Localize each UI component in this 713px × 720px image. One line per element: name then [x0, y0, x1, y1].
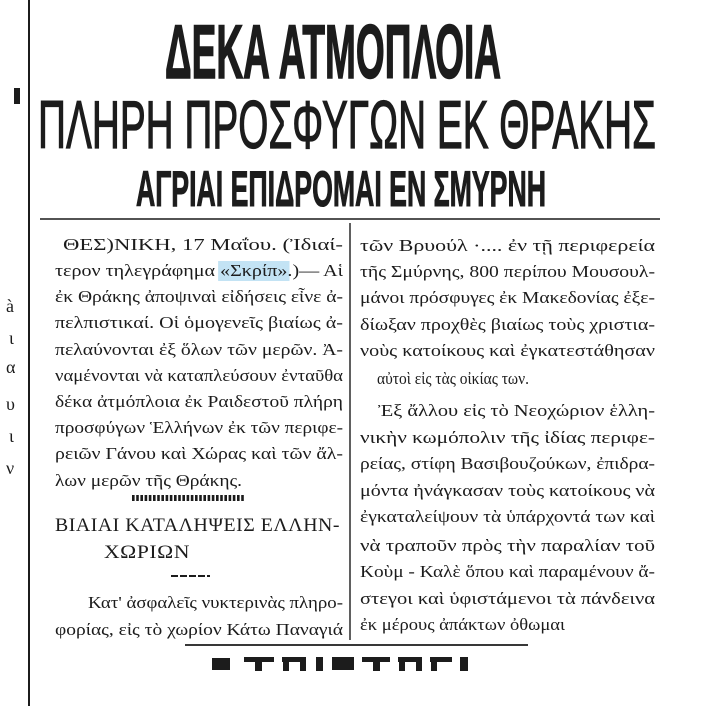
- glyph-fragment: [283, 657, 289, 671]
- dispatch-line: δέκα ἀτμόπλοια ἐκ Ραιδεστοῦ πλήρη: [55, 392, 343, 411]
- margin-fragment: à: [6, 296, 14, 316]
- dispatch-dateline: ΘΕΣ)ΝΙΚΗ, 17 Μαΐου. (Ἰδιαί-: [63, 235, 344, 254]
- column-line: μόντα ἠνάγκασαν τοὺς κατοίκους νὰ: [360, 481, 656, 500]
- headline-deck: ΑΓΡΙΑΙ ΕΠΙΔΡΟΜΑΙ ΕΝ ΣΜΥΡΝΗ: [136, 161, 546, 217]
- column-line: ἐγκαταλείψουν τὰ ὑπάρχοντά των καὶ: [360, 507, 656, 526]
- dispatch-line-end: .)— Αἱ: [287, 261, 335, 280]
- dispatch-line: ναμένονται νὰ καταπλεύσουν ἐνταῦθα: [55, 366, 344, 385]
- headline-subtitle: ΠΛΗΡΗ ΠΡΟΣΦΥΓΩΝ ΕΚ ΘΡΑΚΗΣ: [38, 87, 656, 163]
- dispatch-line: προσφύγων Ἑλλήνων ἐκ τῶν περιφε-: [55, 418, 344, 437]
- dispatch-line: πελαύνονται ἐξ ὅλων τῶν μερῶν. Ἀ-: [55, 340, 344, 359]
- cropped-headline-fragment: [212, 657, 468, 671]
- headline-main: ΔΕΚΑ ΑΤΜΟΠΛΟΙΑ: [165, 10, 501, 95]
- column-line: στεγοι καὶ ὑφιστάμενοι τὰ πάνδεινα: [360, 589, 656, 608]
- dispatch-line: [55, 261, 343, 280]
- story-line: Κατ' ἀσφαλεῖς νυκτερινὰς πληρο-: [88, 593, 344, 612]
- column-line: νὰ τραποῦν πρὸς τὴν παραλίαν τοῦ: [360, 536, 655, 555]
- subheading-line: ΧΩΡΙΩΝ: [104, 542, 190, 563]
- column-line: αὐτοὶ εἰς τὰς οἰκίας των.: [377, 369, 529, 388]
- column-line: ἐκ μέρους ἀπάκτων ὀθωμαι: [360, 615, 566, 634]
- glyph-fragment: [300, 657, 306, 671]
- glyph-fragment: [212, 658, 230, 670]
- glyph-fragment: [373, 657, 380, 671]
- dispatch-line: λων μερῶν τῆς Θράκης.: [55, 471, 242, 490]
- glyph-fragment: [399, 657, 405, 671]
- glyph-fragment: [316, 657, 323, 671]
- margin-fragment: α: [6, 357, 16, 377]
- column-line: ρείας, στίφη Βασιβουζούκων, ἐπιδρα-: [360, 454, 656, 473]
- column-line: νοὺς κατοίκους καὶ ἐγκατεστάθησαν: [360, 341, 656, 360]
- dispatch-line: πελπιστικαί. Οἱ ὁμογενεῖς βιαίως ἀ-: [55, 313, 344, 332]
- column-line: Κοὺμ - Καλὲ ὅπου καὶ παραμένουν ἄ-: [360, 562, 656, 581]
- column-line: τῶν Βρυούλ ·.... ἐν τῇ περιφερεία: [360, 236, 656, 255]
- dispatch-line-start: τερον τηλεγράφημα: [55, 261, 195, 280]
- column-line: δίωξαν προχθὲς βιαίως τοὺς χριστια-: [360, 315, 656, 334]
- glyph-fragment: [416, 657, 422, 671]
- glyph-fragment: [332, 657, 354, 670]
- highlighted-word: «Σκρίπ»: [220, 261, 278, 280]
- margin-fragment: ι: [9, 426, 14, 446]
- margin-fragment: ν: [6, 458, 15, 478]
- glyph-fragment: [431, 657, 437, 671]
- dispatch-line: ἐκ Θράκης ἀποψιναὶ εἰδήσεις εἶνε ἀ-: [55, 287, 344, 306]
- subheading-line: ΒΙΑΙΑΙ ΚΑΤΑΛΗΨΕΙΣ ΕΛΛΗΝ-: [55, 515, 340, 536]
- glyph-fragment: [255, 657, 262, 671]
- glyph-fragment: [460, 657, 468, 671]
- left-column: [55, 235, 343, 639]
- margin-fragment: ι: [9, 328, 14, 348]
- margin-fragment: υ: [6, 394, 15, 414]
- story-line: φορίας, εἰς τὸ χωρίον Κάτω Παναγιά: [55, 620, 344, 639]
- dispatch-line: ρειῶν Γάνου καὶ Χώρας καὶ τῶν ἄλ-: [55, 444, 344, 463]
- column-line: Ἐξ ἄλλου εἰς τὸ Νεοχώριον ἑλλη-: [378, 401, 656, 420]
- column-line: νικὴν κωμόπολιν τῆς ἰδίας περιφε-: [360, 428, 656, 447]
- right-column: [360, 236, 655, 634]
- margin-ink-mark: [14, 88, 20, 104]
- column-line: μάνοι πρόσφυγες ἐκ Μακεδονίας ἐξε-: [360, 288, 656, 307]
- column-line: τῆς Σμύρνης, 800 περίπου Μουσουλ-: [360, 262, 656, 281]
- clipping-content: [6, 0, 660, 706]
